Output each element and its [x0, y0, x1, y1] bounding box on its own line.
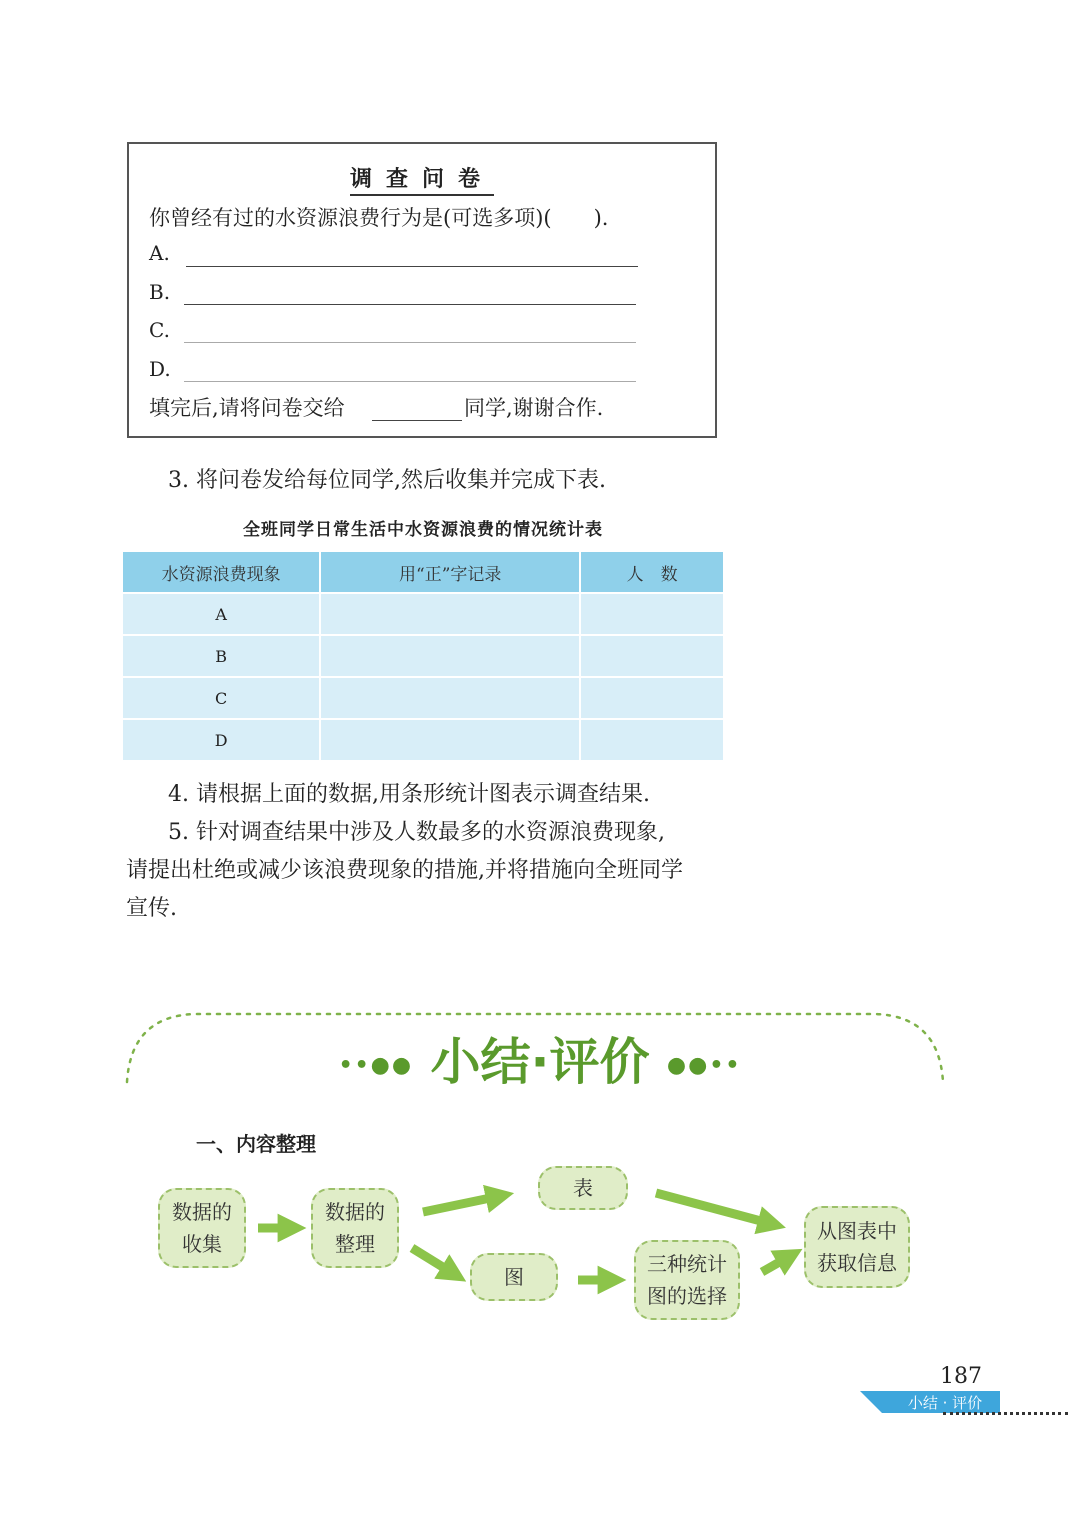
survey-title: 调查问卷: [129, 162, 715, 193]
footer-dotted-line: [943, 1412, 1068, 1415]
option-b-blank: [184, 304, 636, 305]
arrow-choose-to-info: [762, 1256, 790, 1272]
option-a-blank: [186, 266, 638, 267]
table-row: [123, 677, 723, 719]
node-table: 表: [538, 1166, 628, 1210]
option-d-label: D.: [149, 357, 171, 381]
table-header-row: [123, 552, 723, 593]
count-cell: [580, 677, 723, 719]
option-a-label: A.: [149, 241, 170, 265]
count-cell: [580, 593, 723, 635]
left-dots-decoration: ••●●: [338, 1053, 414, 1078]
summary-title: [0, 1022, 1080, 1094]
summary-title-text: 小结·评价: [430, 1033, 650, 1091]
node-data-collection: 数据的 收集: [158, 1188, 246, 1268]
row-label: D: [123, 719, 320, 760]
table-caption: 全班同学日常生活中水资源浪费的情况统计表: [243, 520, 603, 540]
count-cell: [580, 635, 723, 677]
page-number: 187: [940, 1364, 982, 1389]
count-cell: [580, 719, 723, 760]
row-label: B: [123, 635, 320, 677]
table-row: [123, 719, 723, 760]
arrow-organize-to-graph: [412, 1248, 454, 1274]
header-tally: 用“正”字记录: [320, 552, 580, 593]
step-5-line-2: 请提出杜绝或减少该浪费现象的措施,并将措施向全班同学: [126, 858, 683, 883]
step-5-line-3: 宣传.: [126, 896, 177, 921]
header-count: 人 数: [580, 552, 723, 593]
option-d-blank: [184, 381, 636, 382]
node-graph: 图: [470, 1253, 558, 1301]
survey-footer-prefix: 填完后,请将问卷交给: [149, 396, 345, 420]
option-b-label: B.: [149, 280, 171, 304]
tally-cell: [320, 677, 580, 719]
table-row: [123, 593, 723, 635]
option-c-label: C.: [149, 318, 170, 342]
footer-label: 小结 · 评价: [907, 1394, 983, 1412]
node-chart-choice: 三种统计 图的选择: [634, 1240, 740, 1320]
node-get-info: 从图表中 获取信息: [804, 1206, 910, 1288]
step-5-line-1: 5. 针对调查结果中涉及人数最多的水资源浪费现象,: [168, 820, 665, 845]
step-4-text: 4. 请根据上面的数据,用条形统计图表示调查结果.: [168, 782, 650, 807]
survey-box: [127, 142, 717, 438]
arrow-organize-to-table: [423, 1196, 500, 1212]
option-c-blank: [184, 342, 636, 343]
survey-footer-suffix: 同学,谢谢合作.: [464, 396, 604, 420]
table-row: [123, 635, 723, 677]
step-3-text: 3. 将问卷发给每位同学,然后收集并完成下表.: [168, 468, 606, 493]
header-phenomenon: 水资源浪费现象: [123, 552, 320, 593]
row-label: C: [123, 677, 320, 719]
statistics-table: [123, 552, 723, 760]
arrow-table-to-info: [656, 1193, 772, 1224]
row-label: A: [123, 593, 320, 635]
tally-cell: [320, 635, 580, 677]
survey-question: 你曾经有过的水资源浪费行为是(可选多项)( ).: [149, 206, 609, 230]
classmate-name-blank: [372, 420, 462, 421]
node-data-organization: 数据的 整理: [311, 1188, 399, 1268]
tally-cell: [320, 593, 580, 635]
right-dots-decoration: ●●••: [666, 1053, 742, 1078]
tally-cell: [320, 719, 580, 760]
section-heading: 一、内容整理: [196, 1132, 316, 1156]
